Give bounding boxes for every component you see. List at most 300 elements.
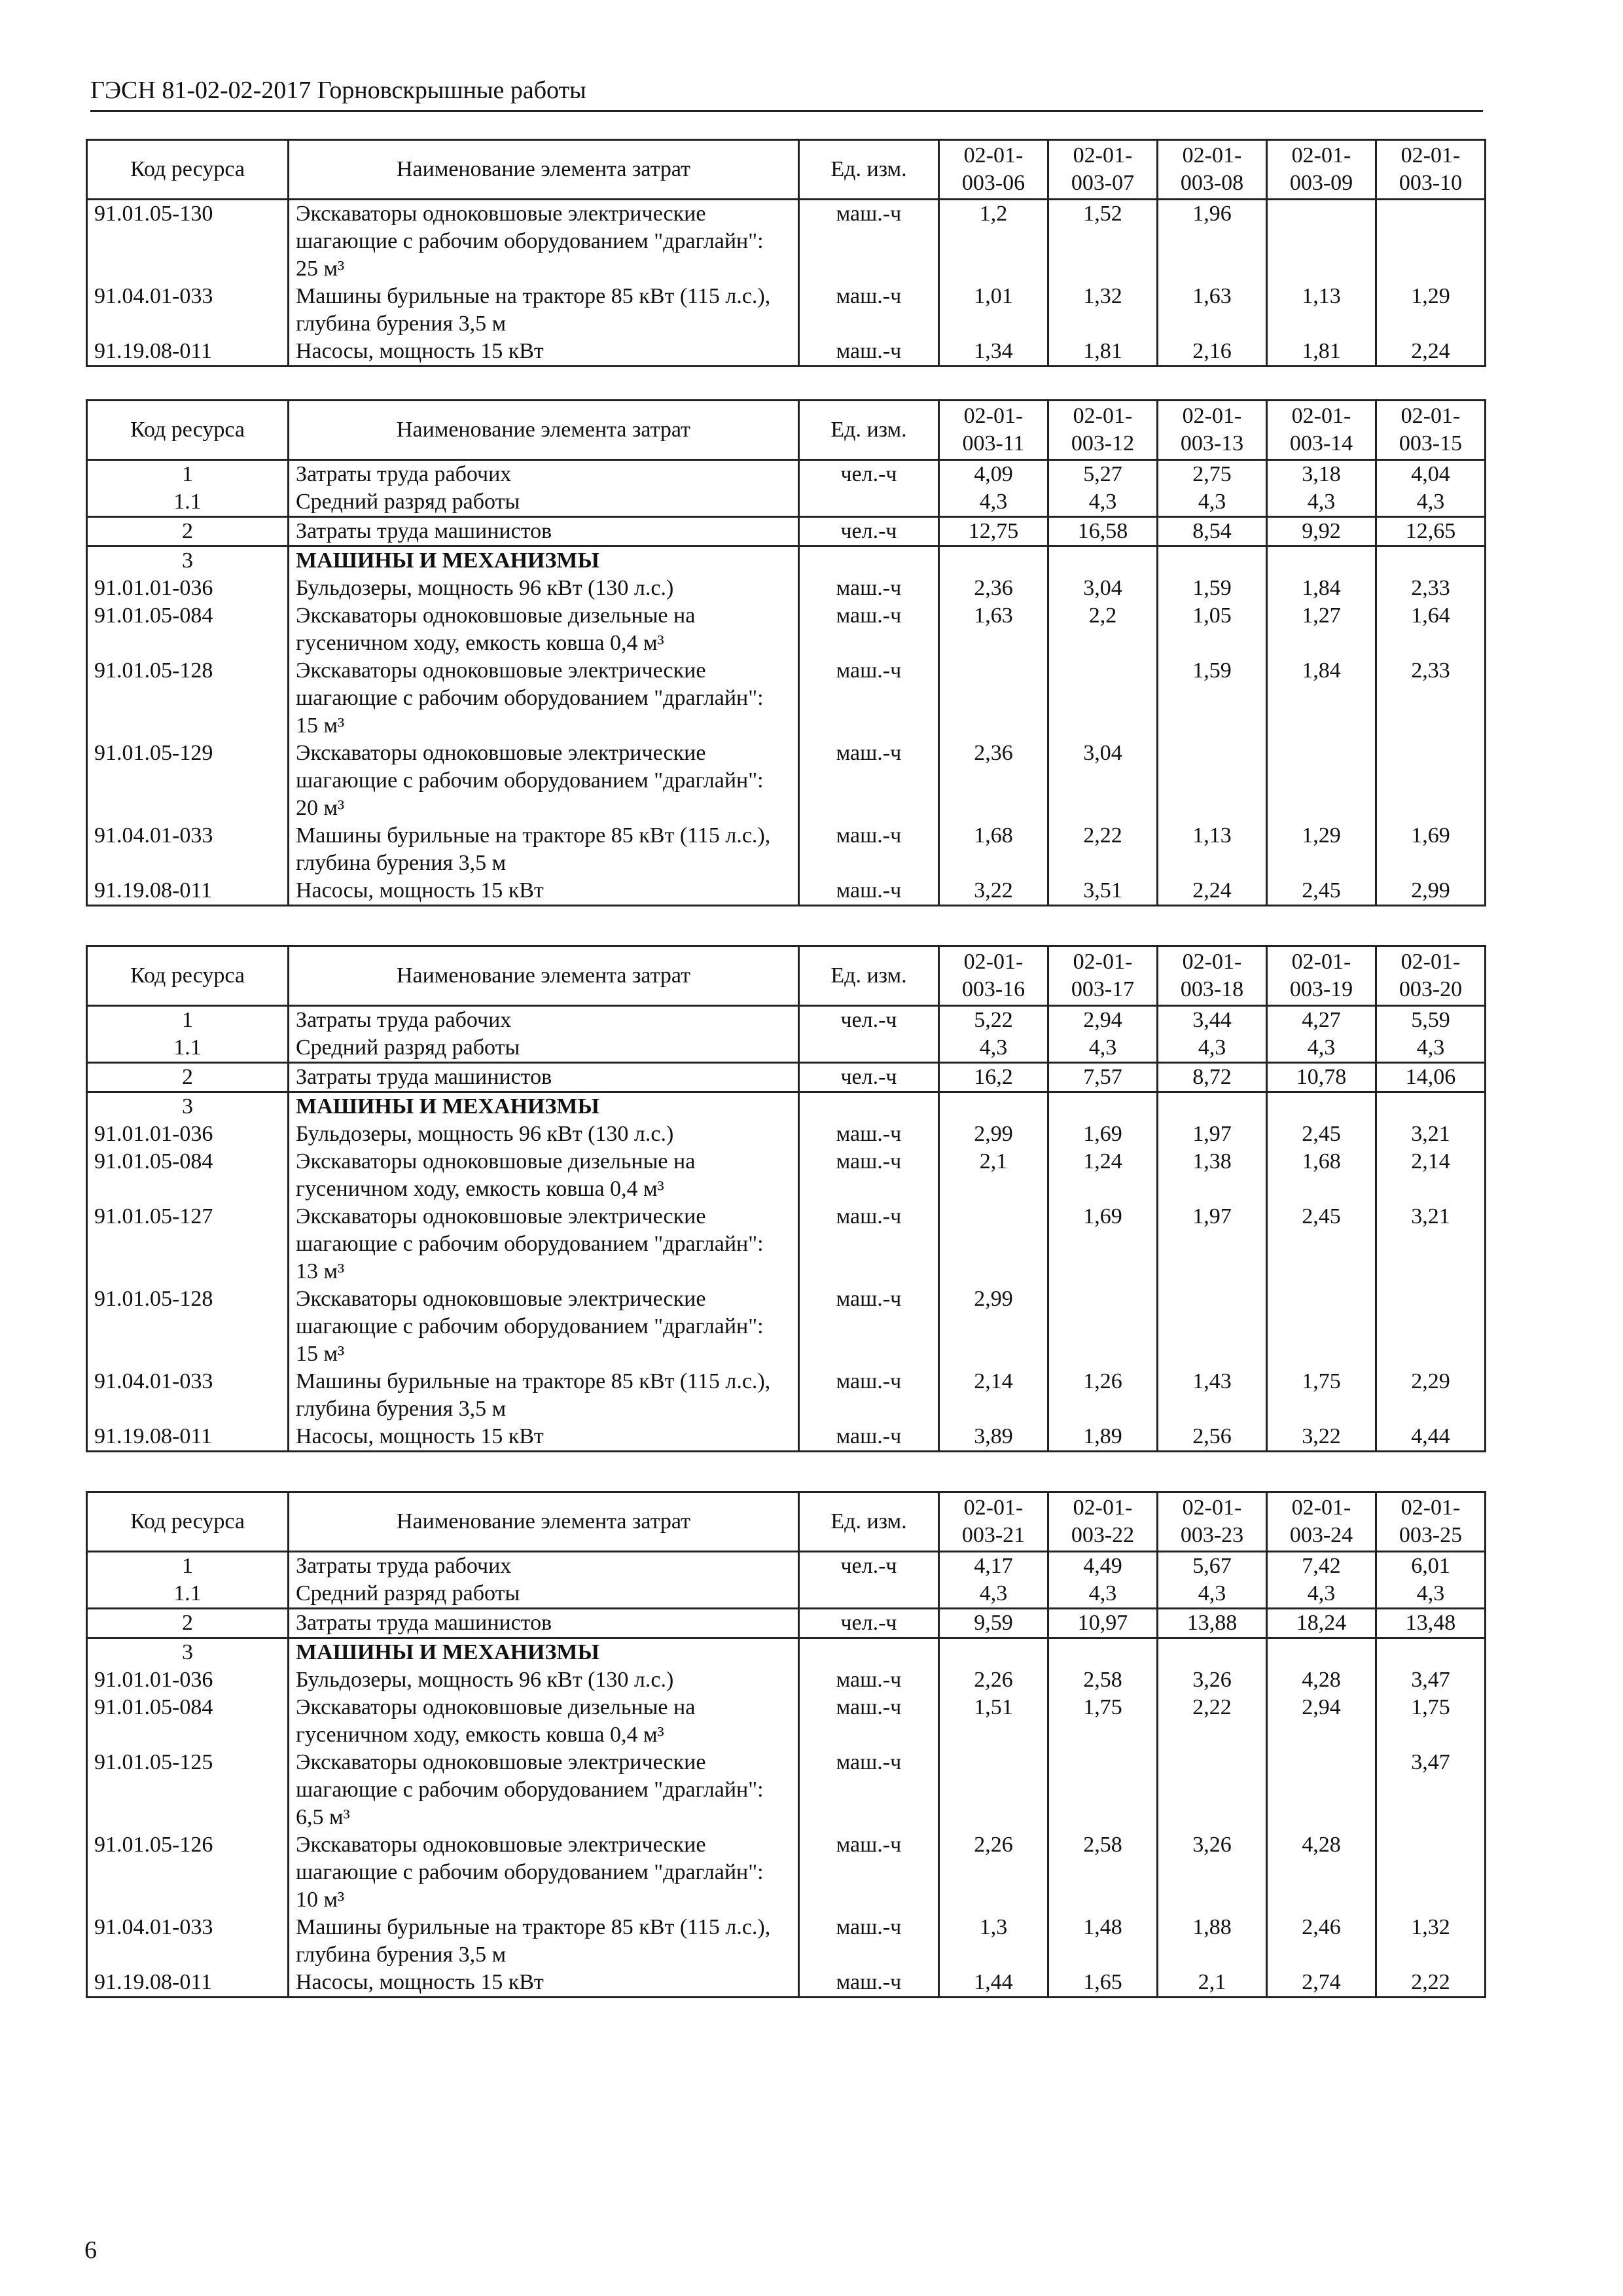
cell-resource-code: 91.01.01-036 [87,1666,289,1694]
cell-unit: маш.-ч [799,1831,939,1914]
cell-value: 1,63 [939,602,1048,657]
header-name: Наименование элемента затрат [289,1492,799,1552]
table-row [87,488,1486,517]
cell-value: 1,75 [1048,1694,1158,1749]
cell-resource-code: 91.01.05-126 [87,1831,289,1914]
table-row [87,517,1486,547]
cell-value [1376,200,1486,283]
resource-table [86,399,1486,906]
cell-value: 2,2 [1048,602,1158,657]
cell-value: 2,45 [1267,1203,1376,1285]
cell-cost-element: Бульдозеры, мощность 96 кВт (130 л.с.) [289,1666,799,1694]
header-rate-code: 02-01- 003-06 [939,140,1048,200]
cell-value: 2,99 [939,1121,1048,1148]
cell-cost-element: Экскаваторы одноковшовые электрические шагающие с рабочим оборудованием "драглайн": 10 м³ [289,1831,799,1914]
cell-cost-element: Затраты труда рабочих [289,460,799,489]
cell-value: 4,3 [939,1034,1048,1063]
cell-unit: маш.-ч [799,1368,939,1423]
cell-resource-code: 91.04.01-033 [87,822,289,877]
cell-unit: чел.-ч [799,1609,939,1638]
cell-value: 4,3 [1158,1034,1267,1063]
resource-table [86,1491,1486,1998]
cell-value [1376,1638,1486,1667]
cell-unit: маш.-ч [799,1914,939,1969]
cell-resource-code: 1 [87,1552,289,1581]
table-row [87,1423,1486,1452]
cell-value [1267,1638,1376,1667]
cell-cost-element: МАШИНЫ И МЕХАНИЗМЫ [289,547,799,575]
cell-unit: чел.-ч [799,1006,939,1035]
cell-value: 4,3 [939,488,1048,517]
header-rate-code: 02-01- 003-23 [1158,1492,1267,1552]
table-row [87,877,1486,906]
cell-cost-element: Насосы, мощность 15 кВт [289,1969,799,1998]
table-row [87,1092,1486,1121]
cell-resource-code: 1 [87,1006,289,1035]
cell-value: 3,21 [1376,1121,1486,1148]
resource-table [86,945,1486,1452]
cell-value [1048,547,1158,575]
table-row [87,1552,1486,1581]
cell-value: 5,67 [1158,1552,1267,1581]
table-row [87,1914,1486,1969]
cell-cost-element: Экскаваторы одноковшовые электрические шагающие с рабочим оборудованием "драглайн": 25 м³ [289,200,799,283]
header-code: Код ресурса [87,1492,289,1552]
cell-value: 1,44 [939,1969,1048,1998]
cell-value: 1,52 [1048,200,1158,283]
cell-value: 1,2 [939,200,1048,283]
cell-value [939,1092,1048,1121]
table-row [87,1969,1486,1998]
table-row [87,1285,1486,1368]
cell-value: 2,26 [939,1666,1048,1694]
cell-value [1376,740,1486,822]
cell-value: 3,89 [939,1423,1048,1452]
cell-resource-code: 91.01.05-128 [87,1285,289,1368]
cell-value: 1,64 [1376,602,1486,657]
cell-value: 7,57 [1048,1063,1158,1092]
header-rate-code: 02-01- 003-20 [1376,946,1486,1006]
cell-unit [799,547,939,575]
cell-value: 6,01 [1376,1552,1486,1581]
cell-value [1158,740,1267,822]
cell-value: 2,16 [1158,338,1267,367]
cell-value [939,1203,1048,1285]
cell-value: 2,33 [1376,575,1486,602]
cell-resource-code: 91.01.01-036 [87,1121,289,1148]
cell-value: 1,96 [1158,200,1267,283]
cell-unit: маш.-ч [799,1969,939,1998]
table-row [87,1121,1486,1148]
cell-value [1267,200,1376,283]
cell-value: 2,45 [1267,1121,1376,1148]
cell-value: 8,54 [1158,517,1267,547]
cell-cost-element: Затраты труда рабочих [289,1552,799,1581]
cell-cost-element: Средний разряд работы [289,488,799,517]
cell-resource-code: 91.01.05-084 [87,1694,289,1749]
table-row [87,1694,1486,1749]
header-rate-code: 02-01- 003-15 [1376,401,1486,460]
header-rate-code: 02-01- 003-19 [1267,946,1376,1006]
cell-value [1048,1638,1158,1667]
cell-cost-element: Затраты труда машинистов [289,1609,799,1638]
cell-value: 8,72 [1158,1063,1267,1092]
cell-value: 3,18 [1267,460,1376,489]
header-name: Наименование элемента затрат [289,140,799,200]
cell-value: 1,29 [1376,283,1486,338]
header-rate-code: 02-01- 003-07 [1048,140,1158,200]
cell-value [1158,1749,1267,1831]
cell-cost-element: Бульдозеры, мощность 96 кВт (130 л.с.) [289,1121,799,1148]
cell-value: 10,78 [1267,1063,1376,1092]
cell-value: 2,1 [1158,1969,1267,1998]
cell-unit: маш.-ч [799,575,939,602]
cell-unit [799,1580,939,1609]
cell-value: 1,26 [1048,1368,1158,1423]
table-row [87,283,1486,338]
cell-value: 4,3 [1376,1034,1486,1063]
cell-value [1048,1285,1158,1368]
cell-value [1267,1749,1376,1831]
cell-cost-element: Экскаваторы одноковшовые электрические шагающие с рабочим оборудованием "драглайн": 6,5 м³ [289,1749,799,1831]
header-rate-code: 02-01- 003-18 [1158,946,1267,1006]
cell-value [939,1638,1048,1667]
cell-value: 4,27 [1267,1006,1376,1035]
cell-value: 1,88 [1158,1914,1267,1969]
cell-value: 5,22 [939,1006,1048,1035]
cell-resource-code: 91.01.05-130 [87,200,289,283]
cell-resource-code: 2 [87,1609,289,1638]
header-row [87,401,1486,460]
cell-value [1048,1092,1158,1121]
cell-value: 1,65 [1048,1969,1158,1998]
cell-value [1158,1092,1267,1121]
cell-value: 3,26 [1158,1831,1267,1914]
cell-value [1267,547,1376,575]
cell-value: 4,49 [1048,1552,1158,1581]
header-rate-code: 02-01- 003-22 [1048,1492,1158,1552]
cell-value: 1,84 [1267,657,1376,740]
cell-unit: маш.-ч [799,283,939,338]
cell-resource-code: 91.01.05-084 [87,1148,289,1203]
table-row [87,1580,1486,1609]
cell-value [1158,1285,1267,1368]
cell-cost-element: МАШИНЫ И МЕХАНИЗМЫ [289,1638,799,1667]
cell-value: 2,14 [939,1368,1048,1423]
table-row [87,822,1486,877]
cell-cost-element: Затраты труда рабочих [289,1006,799,1035]
cell-value: 2,56 [1158,1423,1267,1452]
header-unit: Ед. изм. [799,401,939,460]
cell-resource-code: 2 [87,1063,289,1092]
header-rate-code: 02-01- 003-16 [939,946,1048,1006]
cell-value: 3,44 [1158,1006,1267,1035]
cell-value [1267,1092,1376,1121]
header-rate-code: 02-01- 003-09 [1267,140,1376,200]
cell-value: 7,42 [1267,1552,1376,1581]
cell-cost-element: Экскаваторы одноковшовые дизельные на гусеничном ходу, емкость ковша 0,4 м³ [289,1148,799,1203]
cell-value [939,547,1048,575]
cell-value: 1,81 [1048,338,1158,367]
header-rate-code: 02-01- 003-17 [1048,946,1158,1006]
cell-value: 4,3 [1158,1580,1267,1609]
cell-value [1376,1285,1486,1368]
cell-value: 2,46 [1267,1914,1376,1969]
cell-unit: маш.-ч [799,822,939,877]
page-number: 6 [84,2236,97,2264]
cell-value: 1,68 [939,822,1048,877]
header-code: Код ресурса [87,140,289,200]
cell-value: 13,88 [1158,1609,1267,1638]
cell-value: 1,3 [939,1914,1048,1969]
cell-value: 2,29 [1376,1368,1486,1423]
cell-value [1158,547,1267,575]
cell-value: 2,75 [1158,460,1267,489]
cell-unit: маш.-ч [799,877,939,906]
cell-resource-code: 91.04.01-033 [87,283,289,338]
cell-unit: маш.-ч [799,338,939,367]
cell-value: 3,47 [1376,1666,1486,1694]
cell-value: 4,3 [1376,1580,1486,1609]
cell-cost-element: Машины бурильные на тракторе 85 кВт (115 л.с.), глубина бурения 3,5 м [289,283,799,338]
cell-resource-code: 91.04.01-033 [87,1914,289,1969]
cell-value: 2,94 [1048,1006,1158,1035]
cell-cost-element: Насосы, мощность 15 кВт [289,338,799,367]
cell-value: 13,48 [1376,1609,1486,1638]
cell-value: 1,75 [1376,1694,1486,1749]
cell-cost-element: Экскаваторы одноковшовые электрические шагающие с рабочим оборудованием "драглайн": 13 м³ [289,1203,799,1285]
cell-resource-code: 1.1 [87,1580,289,1609]
cell-value: 2,36 [939,740,1048,822]
header-code: Код ресурса [87,401,289,460]
cell-value [1376,1092,1486,1121]
cell-cost-element: Экскаваторы одноковшовые электрические шагающие с рабочим оборудованием "драглайн": 15 м³ [289,1285,799,1368]
cell-value: 1,32 [1048,283,1158,338]
table-row [87,338,1486,367]
table-row [87,547,1486,575]
cell-resource-code: 91.04.01-033 [87,1368,289,1423]
cell-value: 4,3 [1267,1580,1376,1609]
cell-value [1267,1285,1376,1368]
cell-value: 1,97 [1158,1203,1267,1285]
cell-value [1158,1638,1267,1667]
cell-unit: маш.-ч [799,1666,939,1694]
cell-value: 4,3 [1376,488,1486,517]
cell-value: 1,48 [1048,1914,1158,1969]
cell-value: 4,3 [1158,488,1267,517]
cell-value: 3,04 [1048,740,1158,822]
cell-value [1048,657,1158,740]
table-row [87,602,1486,657]
table-row [87,1368,1486,1423]
cell-value: 1,89 [1048,1423,1158,1452]
cell-value: 2,1 [939,1148,1048,1203]
table-row [87,740,1486,822]
header-rate-code: 02-01- 003-10 [1376,140,1486,200]
cell-cost-element: Бульдозеры, мощность 96 кВт (130 л.с.) [289,575,799,602]
cell-cost-element: МАШИНЫ И МЕХАНИЗМЫ [289,1092,799,1121]
cell-value: 1,51 [939,1694,1048,1749]
cell-unit [799,1034,939,1063]
cell-value: 9,59 [939,1609,1048,1638]
cell-unit: маш.-ч [799,1694,939,1749]
table-row [87,1749,1486,1831]
cell-unit: маш.-ч [799,1749,939,1831]
cell-value: 2,24 [1158,877,1267,906]
table-row [87,575,1486,602]
cell-value: 2,33 [1376,657,1486,740]
cell-value: 1,27 [1267,602,1376,657]
header-name: Наименование элемента затрат [289,946,799,1006]
cell-cost-element: Машины бурильные на тракторе 85 кВт (115 л.с.), глубина бурения 3,5 м [289,1914,799,1969]
cell-value: 3,47 [1376,1749,1486,1831]
cell-value: 1,38 [1158,1148,1267,1203]
cell-cost-element: Затраты труда машинистов [289,517,799,547]
cell-value: 4,28 [1267,1831,1376,1914]
cell-value: 2,74 [1267,1969,1376,1998]
table-row [87,1638,1486,1667]
header-rate-code: 02-01- 003-08 [1158,140,1267,200]
header-rate-code: 02-01- 003-14 [1267,401,1376,460]
cell-value: 1,59 [1158,657,1267,740]
cell-value: 3,22 [939,877,1048,906]
cell-value: 5,59 [1376,1006,1486,1035]
cell-resource-code: 1.1 [87,488,289,517]
cell-value: 1,34 [939,338,1048,367]
cell-resource-code: 2 [87,517,289,547]
header-unit: Ед. изм. [799,1492,939,1552]
cell-resource-code: 91.01.05-127 [87,1203,289,1285]
table-row [87,1203,1486,1285]
cell-value: 2,22 [1158,1694,1267,1749]
cell-cost-element: Экскаваторы одноковшовые электрические шагающие с рабочим оборудованием "драглайн": 20 м³ [289,740,799,822]
cell-value: 3,04 [1048,575,1158,602]
cell-resource-code: 91.01.05-129 [87,740,289,822]
cell-value: 4,3 [939,1580,1048,1609]
cell-value: 2,26 [939,1831,1048,1914]
cell-value: 4,09 [939,460,1048,489]
cell-unit [799,1092,939,1121]
table-row [87,1148,1486,1203]
cell-value: 1,24 [1048,1148,1158,1203]
table-row [87,1666,1486,1694]
cell-value [1376,547,1486,575]
cell-resource-code: 91.01.01-036 [87,575,289,602]
cell-value: 1,43 [1158,1368,1267,1423]
table-row [87,1831,1486,1914]
resource-table [86,139,1486,367]
cell-cost-element: Насосы, мощность 15 кВт [289,877,799,906]
cell-value: 1,05 [1158,602,1267,657]
cell-unit: маш.-ч [799,1121,939,1148]
cell-resource-code: 1 [87,460,289,489]
cell-value: 12,75 [939,517,1048,547]
cell-cost-element: Машины бурильные на тракторе 85 кВт (115 л.с.), глубина бурения 3,5 м [289,1368,799,1423]
cell-value: 10,97 [1048,1609,1158,1638]
cell-value: 3,26 [1158,1666,1267,1694]
cell-value [939,657,1048,740]
cell-unit: чел.-ч [799,1552,939,1581]
cell-value: 3,51 [1048,877,1158,906]
cell-cost-element: Экскаваторы одноковшовые электрические шагающие с рабочим оборудованием "драглайн": 15 м³ [289,657,799,740]
cell-value: 4,28 [1267,1666,1376,1694]
cell-value: 14,06 [1376,1063,1486,1092]
cell-resource-code: 91.19.08-011 [87,1423,289,1452]
cell-value: 2,99 [1376,877,1486,906]
cell-resource-code: 3 [87,547,289,575]
cell-cost-element: Машины бурильные на тракторе 85 кВт (115 л.с.), глубина бурения 3,5 м [289,822,799,877]
document-title: ГЭСН 81-02-02-2017 Горновскрышные работы [90,77,586,104]
cell-cost-element: Экскаваторы одноковшовые дизельные на гусеничном ходу, емкость ковша 0,4 м³ [289,602,799,657]
cell-value: 3,21 [1376,1203,1486,1285]
cell-value: 1,13 [1267,283,1376,338]
cell-unit: маш.-ч [799,1423,939,1452]
cell-cost-element: Средний разряд работы [289,1034,799,1063]
cell-unit [799,1638,939,1667]
cell-value: 2,94 [1267,1694,1376,1749]
cell-value: 1,29 [1267,822,1376,877]
cell-value: 4,3 [1267,488,1376,517]
cell-value: 1,97 [1158,1121,1267,1148]
header-rate-code: 02-01- 003-24 [1267,1492,1376,1552]
cell-value: 1,01 [939,283,1048,338]
cell-value: 2,99 [939,1285,1048,1368]
table-row [87,1034,1486,1063]
cell-value: 1,75 [1267,1368,1376,1423]
table-row [87,200,1486,283]
cell-value [1376,1831,1486,1914]
cell-value: 1,63 [1158,283,1267,338]
cell-value: 4,44 [1376,1423,1486,1452]
header-code: Код ресурса [87,946,289,1006]
cell-resource-code: 91.19.08-011 [87,877,289,906]
cell-value: 4,04 [1376,460,1486,489]
cell-value [1048,1749,1158,1831]
cell-resource-code: 1.1 [87,1034,289,1063]
cell-unit: чел.-ч [799,517,939,547]
cell-value: 1,69 [1048,1121,1158,1148]
cell-value: 1,68 [1267,1148,1376,1203]
cell-value: 2,24 [1376,338,1486,367]
cell-value: 4,3 [1048,488,1158,517]
cell-resource-code: 3 [87,1092,289,1121]
cell-cost-element: Насосы, мощность 15 кВт [289,1423,799,1452]
table-row [87,1063,1486,1092]
cell-value: 1,69 [1376,822,1486,877]
cell-unit: маш.-ч [799,602,939,657]
cell-value: 12,65 [1376,517,1486,547]
cell-resource-code: 91.01.05-128 [87,657,289,740]
cell-unit: маш.-ч [799,1203,939,1285]
cell-value: 2,58 [1048,1666,1158,1694]
table-row [87,1006,1486,1035]
cell-unit: чел.-ч [799,460,939,489]
cell-unit: маш.-ч [799,1285,939,1368]
cell-value: 5,27 [1048,460,1158,489]
cell-resource-code: 91.01.05-125 [87,1749,289,1831]
cell-value: 9,92 [1267,517,1376,547]
header-row [87,946,1486,1006]
cell-cost-element: Средний разряд работы [289,1580,799,1609]
cell-unit: маш.-ч [799,740,939,822]
cell-resource-code: 91.19.08-011 [87,1969,289,1998]
cell-value: 1,69 [1048,1203,1158,1285]
cell-resource-code: 91.01.05-084 [87,602,289,657]
cell-resource-code: 91.19.08-011 [87,338,289,367]
cell-unit: маш.-ч [799,200,939,283]
cell-unit: чел.-ч [799,1063,939,1092]
header-unit: Ед. изм. [799,140,939,200]
